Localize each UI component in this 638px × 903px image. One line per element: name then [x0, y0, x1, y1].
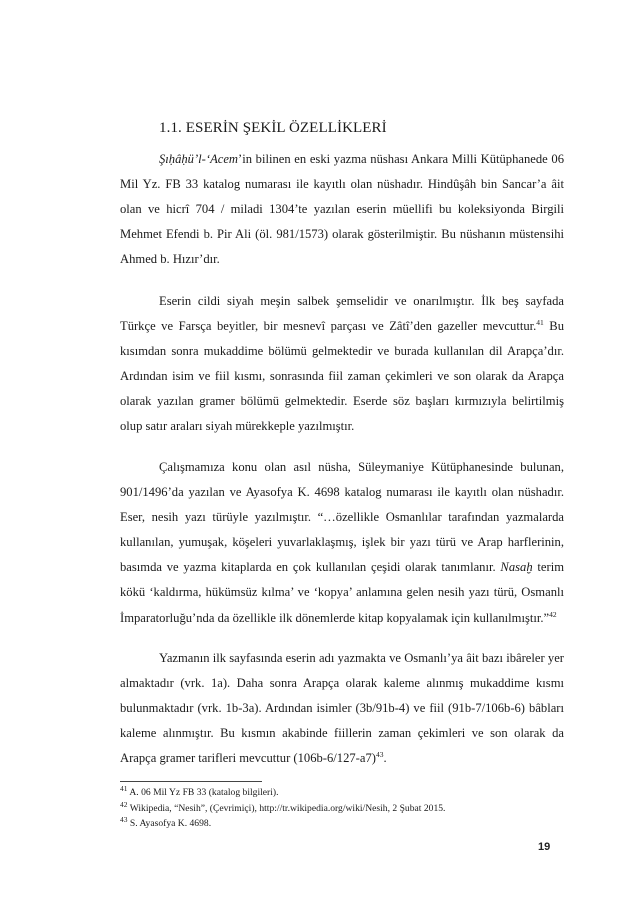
- paragraph-3: [120, 455, 564, 631]
- paragraph-4-text-end: .: [383, 751, 387, 766]
- page-number: 19: [538, 841, 551, 853]
- footnote-text: Wikipedia, “Nesih”, (Çevrimiçi), http://tr.wikipedia.org/wiki/Nesih, 2 Şubat 2015.: [127, 802, 446, 814]
- footnote-ref-43: 43: [375, 750, 384, 760]
- paragraph-4: [120, 646, 564, 771]
- paragraph-2-text-after: Bu kısımdan sonra mukaddime bölümü gelmektedir ve burada kullanılan dil Arapça’dır. Ardından isim ve fiil kısmı, sonrasında fiil zaman çekimleri ve son olarak da Arapça olarak yazılan gramer bölümü gelmektedir. Eserde söz başları kırmızıyla belirtilmiş olup satır araları siyah mürekkeple yazılmıştır.: [120, 319, 564, 434]
- paragraph-3-italic-term: Nasaḫ: [500, 560, 533, 575]
- footnote-41: [120, 785, 564, 801]
- footnote-number: 42: [120, 799, 128, 809]
- footnote-text: S. Ayasofya K. 4698.: [127, 818, 212, 829]
- paragraph-2: [120, 289, 564, 440]
- footnote-number: 43: [120, 814, 128, 824]
- section-heading: 1.1. ESERİN ŞEKİL ÖZELLİKLERİ: [159, 120, 387, 136]
- paragraph-3-text-after: terim kökü ‘kaldırma, hükümsüz kılma’ ve ‘kopya’ anlamına gelen nesih yazı türü, Osmanlı İmparatorluğu’nda da özellikle ilk dönemlerde kitap kopyalamak için kullanılmıştır.”: [120, 560, 564, 625]
- footnotes: [120, 785, 564, 832]
- footnote-42: [120, 801, 564, 817]
- work-title-italic: Şıḥâḥü’l-‘Acem: [159, 152, 239, 166]
- paragraph-4-text: Yazmanın ilk sayfasında eserin adı yazmakta ve Osmanlı’ya âit bazı ibâreler yer almaktadır (vrk. 1a). Daha sonra Arapça olarak kaleme alınmış mukaddime kısmı bulunmaktadır (vrk. 1b-3a). Ardından isimler (3b/91b-4) ve fiil (91b-7/106b-6) bâbları kaleme alınmıştır. Bu kısmın akabinde fiillerin zaman çekimleri ve son olarak da Arapça gramer tarifleri mevcuttur (106b-6/127-a7): [120, 651, 564, 766]
- footnote-number: 41: [120, 783, 128, 793]
- paragraph-1: [120, 147, 564, 272]
- footnote-ref-41: 41: [536, 317, 544, 327]
- paragraph-1-text: ’in bilinen en eski yazma nüshası Ankara Milli Kütüphanede 06 Mil Yz. FB 33 katalog numarası ile kayıtlı olan nüshadır. Hindûşâh bin Sancar’a âit olan ve hicrî 704 / miladi 1304’te yazılan eserin müellifi bu koleksiyonda Birgili Mehmet Efendi b. Pir Ali (öl. 981/1573) olarak gösterilmiştir. Bu nüshanın müstensihi Ahmed b. Hızır’dır.: [120, 152, 564, 267]
- paragraph-2-text-before: Eserin cildi siyah meşin salbek şemselidir ve onarılmıştır. İlk beş sayfada Türkçe ve Farsça beyitler, bir mesnevî parçası ve Zâtî’den gazeller mevcuttur.: [120, 294, 564, 334]
- footnote-ref-42: 42: [549, 609, 557, 619]
- footnote-43: [120, 816, 564, 832]
- footnote-separator: [120, 781, 262, 782]
- footnote-text: A. 06 Mil Yz FB 33 (katalog bilgileri).: [127, 787, 279, 798]
- paragraph-3-text-before: Çalışmamıza konu olan asıl nüsha, Süleymaniye Kütüphanesinde bulunan, 901/1496’da yazılan ve Ayasofya K. 4698 katalog numarası ile kayıtlı olan nüshadır. Eser, nesih yazı türüyle yazılmıştır. “…özellikle Osmanlılar tarafından yazmalarda kullanılan, yumuşak, köşeleri yuvarlaklaşmış, işlek bir yazı türü ve Arap harflerinin, basımda ve yazma kitaplarda en çok kullanılan çeşidi olarak tanımlanır.: [120, 460, 564, 575]
